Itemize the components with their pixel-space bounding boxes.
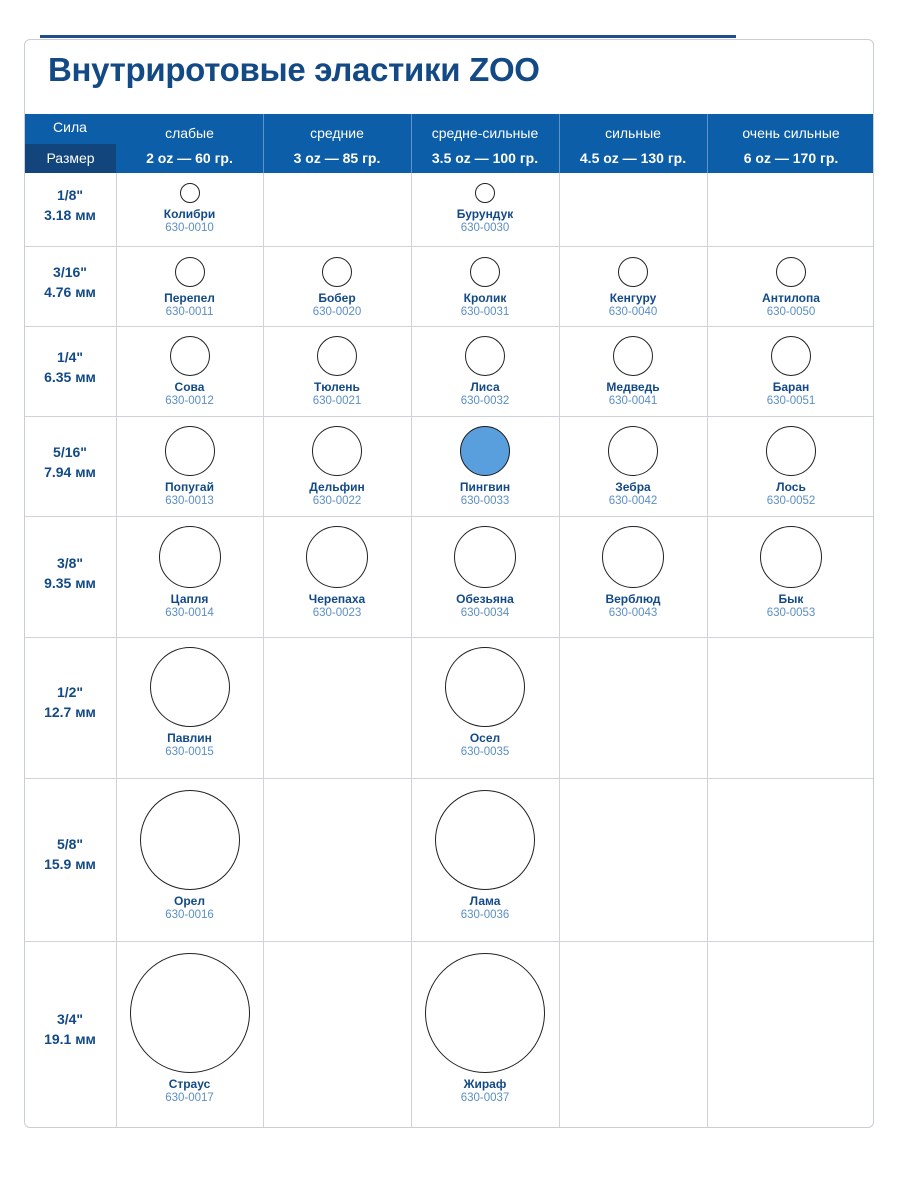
elastic-ring-icon (470, 257, 500, 287)
header-divider (559, 114, 560, 173)
page-title: Внутриротовые эластики ZOO (48, 51, 540, 88)
elastic-ring-icon (465, 336, 505, 376)
elastic-code: 630-0015 (165, 746, 214, 758)
size-mm: 9.35 мм (44, 574, 96, 591)
elastic-ring-icon (608, 426, 658, 476)
elastic-item[interactable] (559, 246, 707, 326)
elastic-ring-icon (454, 526, 516, 588)
elastic-item[interactable] (411, 941, 559, 1128)
elastic-ring-icon (760, 526, 822, 588)
elastic-name: Обезьяна (456, 592, 514, 606)
force-label: Сила (53, 119, 87, 135)
force-value: 3.5 oz — 100 гр. (431, 150, 539, 166)
strength-label: средние (310, 125, 364, 141)
elastic-code: 630-0010 (165, 222, 214, 234)
elastic-item[interactable] (411, 326, 559, 416)
elastic-code: 630-0053 (766, 607, 816, 619)
elastic-code: 630-0014 (165, 607, 214, 619)
force-value: 6 oz — 170 гр. (743, 150, 839, 166)
elastic-code: 630-0032 (460, 395, 510, 407)
elastic-item[interactable] (116, 416, 263, 516)
elastic-name: Страус (168, 1077, 211, 1091)
elastic-ring-icon (159, 526, 221, 588)
size-inch: 3/8" (56, 554, 84, 571)
title-accent-line (40, 35, 736, 38)
elastic-name: Бык (778, 592, 804, 606)
size-inch: 3/16" (53, 264, 87, 280)
elastic-ring-icon (150, 647, 230, 727)
size-mm: 3.18 мм (44, 207, 96, 223)
elastic-name: Баран (772, 380, 810, 394)
elastic-code: 630-0020 (312, 306, 362, 318)
force-value: 2 oz — 60 гр. (146, 150, 233, 166)
elastic-item[interactable] (559, 326, 707, 416)
elastics-table (24, 39, 874, 1128)
elastic-name: Зебра (615, 480, 651, 494)
elastic-ring-icon (602, 526, 664, 588)
elastic-name: Жираф (463, 1077, 507, 1091)
elastic-name: Бурундук (456, 207, 514, 221)
header-column (707, 114, 874, 173)
elastic-item[interactable] (116, 326, 263, 416)
size-label (25, 347, 115, 387)
strength-label: слабые (165, 125, 214, 141)
size-label (25, 262, 115, 302)
elastic-name: Верблюд (605, 592, 661, 606)
elastic-code: 630-0042 (608, 495, 658, 507)
header-divider (707, 114, 708, 173)
elastic-ring-icon (776, 257, 806, 287)
elastic-item[interactable] (559, 516, 707, 637)
elastic-item[interactable] (116, 941, 263, 1128)
header-column (116, 114, 263, 173)
elastic-code: 630-0022 (312, 495, 362, 507)
size-inch: 1/8" (56, 187, 84, 203)
elastic-item[interactable] (263, 246, 411, 326)
elastic-name: Антилопа (762, 291, 820, 305)
elastic-ring-icon (312, 426, 362, 476)
size-inch: 1/4" (56, 349, 84, 365)
strength-label: средне-сильные (431, 125, 539, 141)
elastic-name: Черепаха (308, 592, 366, 606)
elastic-ring-icon (425, 953, 545, 1073)
elastic-ring-icon (170, 336, 210, 376)
size-inch: 5/16" (53, 444, 87, 460)
elastic-ring-icon (322, 257, 352, 287)
size-inch: 5/8" (56, 835, 84, 852)
elastic-item[interactable] (116, 246, 263, 326)
elastic-item[interactable] (116, 778, 263, 941)
elastic-name: Лиса (470, 380, 500, 394)
elastic-name: Сова (174, 380, 205, 394)
elastic-code: 630-0013 (165, 495, 214, 507)
elastic-ring-icon (445, 647, 525, 727)
elastic-item[interactable] (411, 416, 559, 516)
elastic-item[interactable] (559, 416, 707, 516)
elastic-ring-icon (165, 426, 215, 476)
elastic-ring-icon (766, 426, 816, 476)
elastic-code: 630-0021 (312, 395, 362, 407)
elastic-name: Попугай (165, 480, 214, 494)
elastic-ring-icon (175, 257, 205, 287)
strength-label: сильные (605, 125, 661, 141)
elastic-name: Колибри (163, 207, 216, 221)
elastic-ring-icon (435, 790, 535, 890)
elastic-item[interactable] (707, 246, 874, 326)
strength-label: очень сильные (742, 125, 840, 141)
elastic-name: Бобер (318, 291, 356, 305)
size-label (25, 834, 115, 874)
elastic-code: 630-0031 (460, 306, 510, 318)
elastic-item[interactable] (411, 173, 559, 246)
elastic-name: Осел (469, 731, 501, 745)
elastic-ring-icon (460, 426, 510, 476)
size-inch: 1/2" (56, 683, 84, 700)
elastic-item[interactable] (116, 516, 263, 637)
size-mm: 4.76 мм (44, 284, 96, 300)
elastic-code: 630-0036 (460, 909, 510, 921)
elastic-ring-icon (613, 336, 653, 376)
elastic-item[interactable] (411, 778, 559, 941)
elastic-item[interactable] (263, 516, 411, 637)
elastic-code: 630-0035 (460, 746, 510, 758)
size-label (25, 1009, 115, 1049)
elastic-code: 630-0012 (165, 395, 214, 407)
elastic-code: 630-0043 (608, 607, 658, 619)
elastic-ring-icon (130, 953, 250, 1073)
size-label (25, 553, 115, 593)
elastic-code: 630-0041 (608, 395, 658, 407)
table-header (25, 114, 874, 173)
elastic-item[interactable] (707, 416, 874, 516)
elastic-ring-icon (180, 183, 200, 203)
elastic-ring-icon (306, 526, 368, 588)
size-label (25, 442, 115, 482)
elastic-item[interactable] (263, 326, 411, 416)
header-divider (263, 114, 264, 173)
elastic-code: 630-0050 (766, 306, 816, 318)
size-label (25, 682, 115, 722)
elastic-ring-icon (618, 257, 648, 287)
header-column (411, 114, 559, 173)
elastic-name: Медведь (606, 380, 660, 394)
elastic-name: Павлин (167, 731, 212, 745)
elastic-name: Кролик (463, 291, 507, 305)
elastic-code: 630-0040 (608, 306, 658, 318)
elastic-ring-icon (317, 336, 357, 376)
elastic-code: 630-0052 (766, 495, 816, 507)
header-column (263, 114, 411, 173)
elastic-item[interactable] (263, 416, 411, 516)
elastic-code: 630-0017 (165, 1092, 214, 1104)
size-mm: 6.35 мм (44, 369, 96, 385)
elastic-item[interactable] (116, 173, 263, 246)
elastic-item[interactable] (411, 246, 559, 326)
elastic-code: 630-0016 (165, 909, 214, 921)
elastic-item[interactable] (707, 326, 874, 416)
size-mm: 12.7 мм (44, 703, 96, 720)
elastic-item[interactable] (707, 516, 874, 637)
elastic-item[interactable] (411, 516, 559, 637)
elastic-name: Цапля (170, 592, 209, 606)
elastic-code: 630-0037 (460, 1092, 510, 1104)
size-label: Размер (25, 144, 116, 173)
elastic-ring-icon (771, 336, 811, 376)
force-value: 4.5 oz — 130 гр. (579, 150, 687, 166)
size-inch: 3/4" (56, 1011, 84, 1027)
elastic-item[interactable] (116, 637, 263, 778)
elastic-ring-icon (475, 183, 495, 203)
elastic-name: Перепел (164, 291, 215, 305)
size-label (25, 185, 115, 225)
elastic-name: Орел (174, 894, 205, 908)
header-divider (411, 114, 412, 173)
size-mm: 19.1 мм (44, 1031, 96, 1047)
elastic-name: Тюлень (314, 380, 360, 394)
elastic-code: 630-0034 (460, 607, 510, 619)
elastic-code: 630-0030 (460, 222, 510, 234)
header-column (559, 114, 707, 173)
elastic-name: Лама (469, 894, 501, 908)
elastic-name: Лось (776, 480, 806, 494)
elastic-name: Кенгуру (609, 291, 657, 305)
elastic-code: 630-0023 (312, 607, 362, 619)
force-value: 3 oz — 85 гр. (293, 150, 381, 166)
elastic-ring-icon (140, 790, 240, 890)
elastic-name: Дельфин (309, 480, 365, 494)
elastic-code: 630-0011 (165, 306, 214, 318)
elastic-code: 630-0033 (460, 495, 510, 507)
size-mm: 7.94 мм (44, 464, 96, 480)
elastic-code: 630-0051 (766, 395, 816, 407)
elastic-name: Пингвин (459, 480, 511, 494)
elastic-item[interactable] (411, 637, 559, 778)
size-mm: 15.9 мм (44, 855, 96, 872)
